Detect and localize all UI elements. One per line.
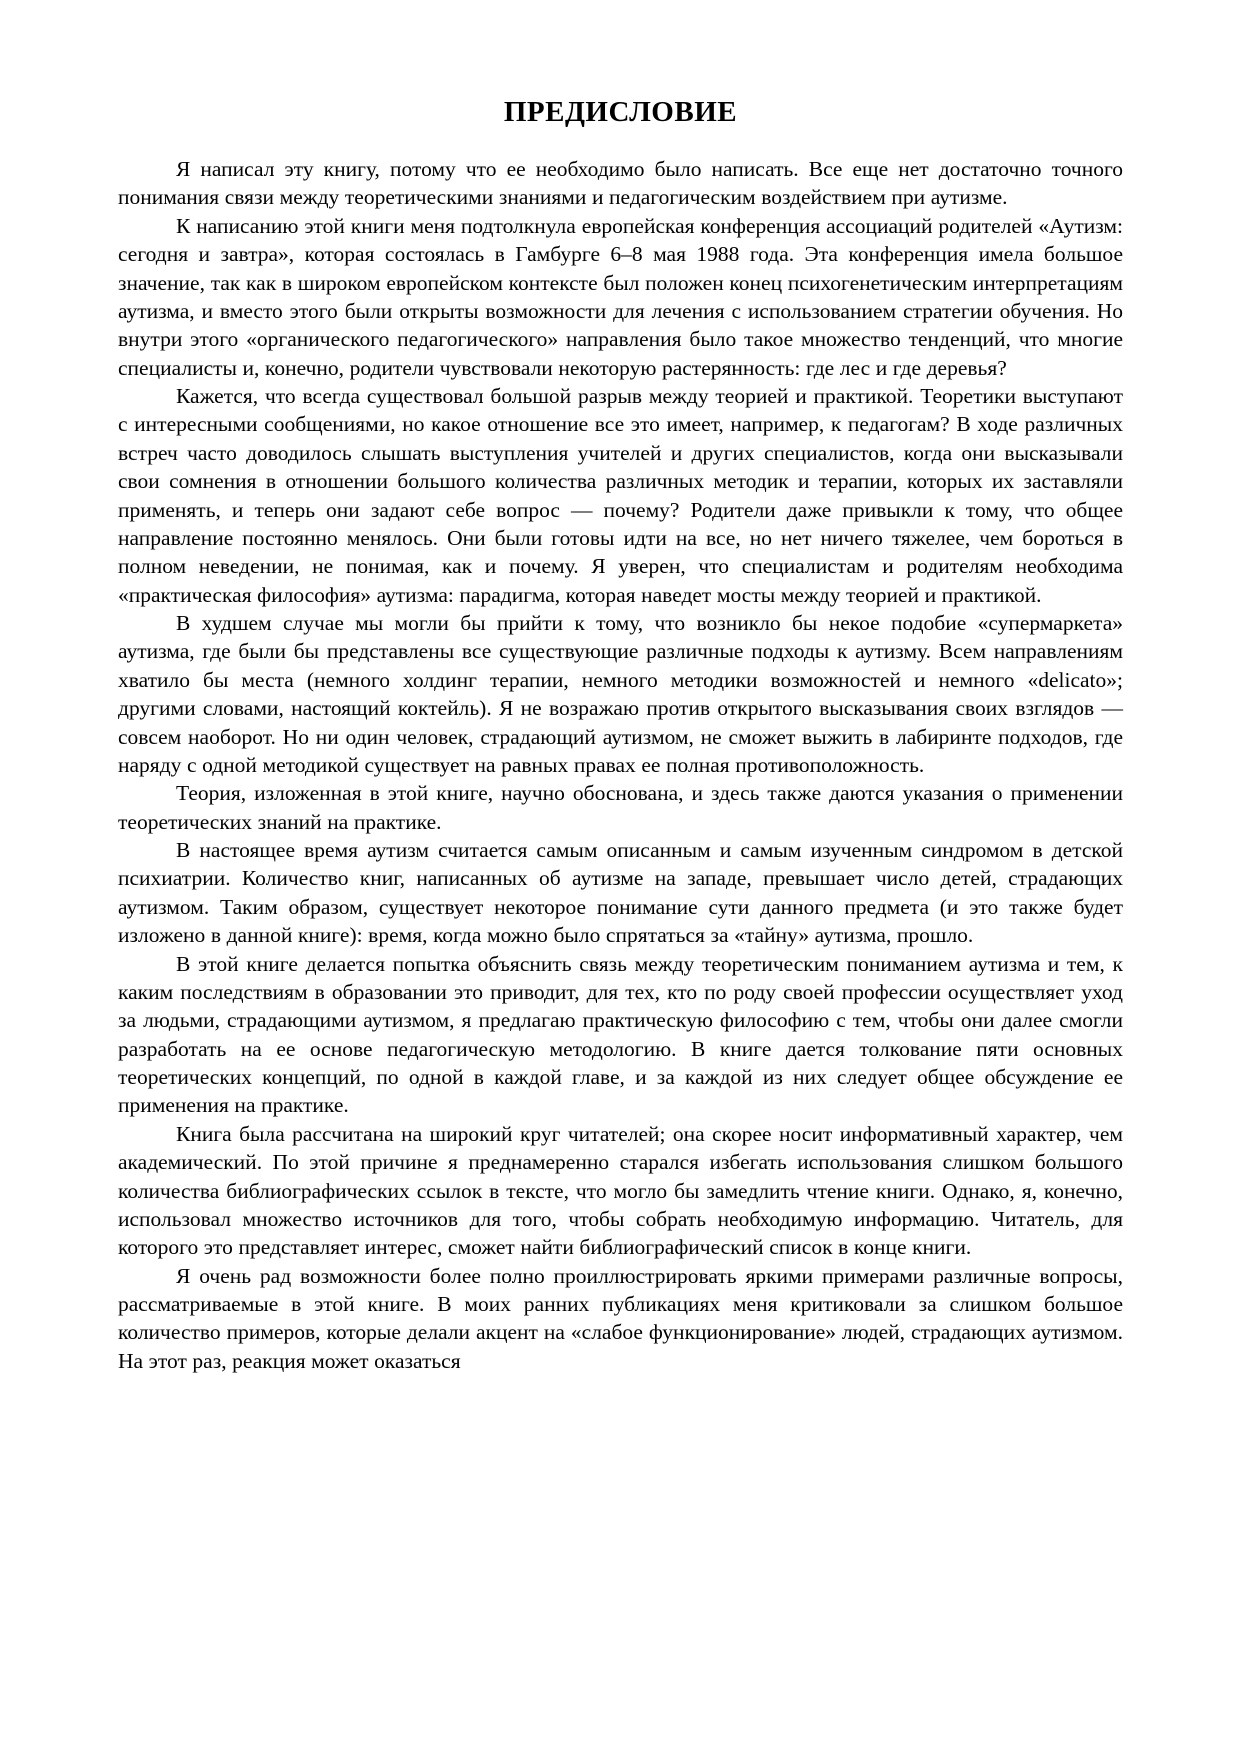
- paragraph: Книга была рассчитана на широкий круг читателей; она скорее носит информативный характер, чем академический. По этой причине я преднамеренно старался избегать использования слишком большого количества библиографических ссылок в тексте, что могло бы замедлить чтение книги. Однако, я, конечно, использовал множество источников для того, чтобы собрать необходимую информацию. Читатель, для которого это представляет интерес, сможет найти библиографический список в конце книги.: [118, 1121, 1123, 1260]
- paragraph: В этой книге делается попытка объяснить связь между теоретическим пониманием аутизма и тем, к каким последствиям в образовании это приводит, для тех, кто по роду своей профессии осуществляет уход за людьми, страдающими аутизмом, я предлагаю практическую философию с тем, чтобы они далее смогли разработать на ее основе педагогическую методологию. В книге дается толкование пяти основных теоретических концепций, по одной в каждой главе, и за каждой из них следует общее обсуждение ее применения на практике.: [118, 951, 1123, 1118]
- paragraph: В худшем случае мы могли бы прийти к тому, что возникло бы некое подобие «супермаркета» аутизма, где были бы представлены все существующие различные подходы к аутизму. Всем направлениям хватило бы места (немного холдинг терапии, немного методики возможностей и немного «delicato»; другими словами, настоящий коктейль). Я не возражаю против открытого высказывания своих взглядов — совсем наоборот. Но ни один человек, страдающий аутизмом, не сможет выжить в лабиринте подходов, где наряду с одной методикой существует на равных правах ее полная противоположность.: [118, 611, 1123, 777]
- paragraph: Я написал эту книгу, потому что ее необходимо было написать. Все еще нет достаточно точного понимания связи между теоретическими знаниями и педагогическим воздействием при аутизме.: [118, 157, 1123, 210]
- paragraph: Теория, изложенная в этой книге, научно обоснована, и здесь также даются указания о применении теоретических знаний на практике.: [118, 781, 1123, 834]
- document-body: [118, 155, 1123, 1375]
- paragraph: К написанию этой книги меня подтолкнула европейская конференция ассоциаций родителей «Аутизм: сегодня и завтра», которая состоялась в Гамбурге 6–8 мая 1988 года. Эта конференция имела большое значение, так как в широком европейском контексте был положен конец психогенетическим интерпретациям аутизма, и вместо этого были открыты возможности для лечения с использованием стратегии обучения. Но внутри этого «органического педагогического» направления было такое множество тенденций, что многие специалисты и, конечно, родители чувствовали некоторую растерянность: где лес и где деревья?: [118, 213, 1123, 380]
- paragraph: Кажется, что всегда существовал большой разрыв между теорией и практикой. Теоретики выступают с интересными сообщениями, но какое отношение все это имеет, например, к педагогам? В ходе различных встреч часто доводилось слышать выступления учителей и других специалистов, когда они высказывали свои сомнения в отношении большого количества различных методик и терапии, которых их заставляли применять, и теперь они задают себе вопрос — почему? Родители даже привыкли к тому, что общее направление постоянно менялось. Они были готовы идти на все, но нет ничего тяжелее, чем бороться в полном неведении, не понимая, как и почему. Я уверен, что специалистам и родителям необходима «практическая философия» аутизма: парадигма, которая наведет мосты между теорией и практикой.: [118, 384, 1123, 607]
- paragraph: В настоящее время аутизм считается самым описанным и самым изученным синдромом в детской психиатрии. Количество книг, написанных об аутизме на западе, превышает число детей, страдающих аутизмом. Таким образом, существует некоторое понимание сути данного предмета (и это также будет изложено в данной книге): время, когда можно было спрятаться за «тайну» аутизма, прошло.: [118, 838, 1123, 948]
- page-title: ПРЕДИСЛОВИЕ: [503, 96, 738, 128]
- paragraph: Я очень рад возможности более полно проиллюстрировать яркими примерами различные вопросы, рассматриваемые в этой книге. В моих ранних публикациях меня критиковали за слишком большое количество примеров, которые делали акцент на «слабое функционирование» людей, страдающих аутизмом. На этот раз, реакция может оказаться: [118, 1263, 1123, 1373]
